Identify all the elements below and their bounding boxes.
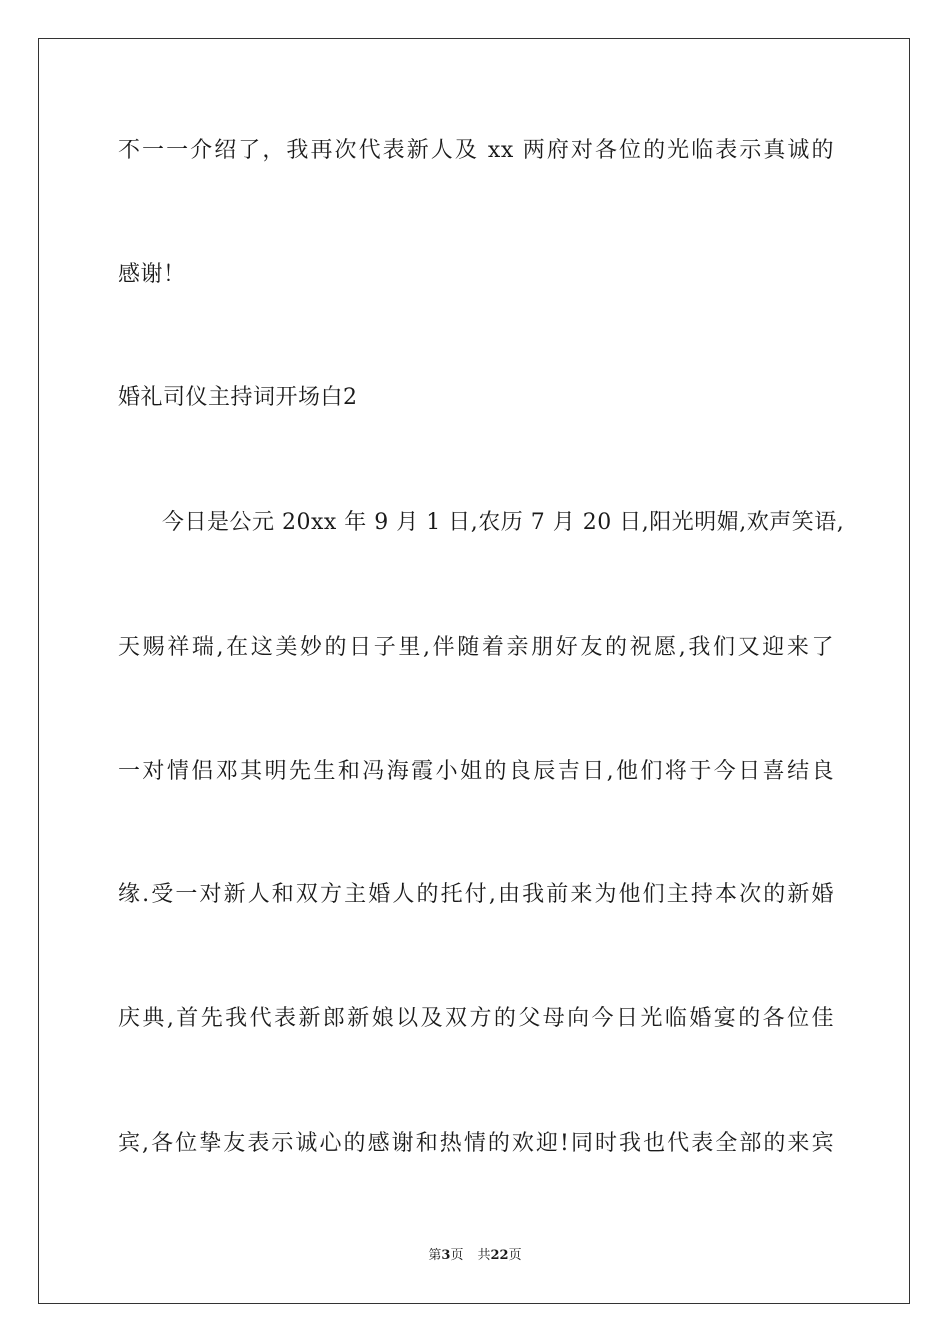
body-text-line: 缘.受一对新人和双方主婚人的托付,由我前来为他们主持本次的新婚 (118, 882, 834, 907)
body-text-line: 天赐祥瑞,在这美妙的日子里,伴随着亲朋好友的祝愿,我们又迎来了 (118, 635, 834, 660)
footer-page-total: 22 (490, 1248, 509, 1263)
page-border (38, 38, 910, 1304)
section-heading: 婚礼司仪主持词开场白2 (118, 385, 358, 410)
footer-page-suffix: 页 (450, 1248, 464, 1263)
body-text-line: 不一一介绍了，我再次代表新人及 xx 两府对各位的光临表示真诚的 (118, 138, 834, 163)
footer-total-suffix: 页 (508, 1248, 522, 1263)
body-text-line: 感谢！ (118, 262, 186, 287)
body-text-line: 宾,各位挚友表示诚心的感谢和热情的欢迎!同时我也代表全部的来宾 (118, 1131, 834, 1156)
body-text-line: 庆典,首先我代表新郎新娘以及双方的父母向今日光临婚宴的各位佳 (118, 1006, 834, 1031)
body-text-line: 一对情侣邓其明先生和冯海霞小姐的良辰吉日,他们将于今日喜结良 (118, 759, 834, 784)
footer-total-prefix: 共 (477, 1248, 491, 1263)
footer-page-prefix: 第 (428, 1248, 442, 1263)
page-footer (0, 1248, 950, 1264)
footer-page-current: 3 (441, 1248, 451, 1263)
paragraph-first-line: 今日是公元 20xx 年 9 月 1 日,农历 7 月 20 日,阳光明媚,欢声笑语, (162, 510, 845, 535)
